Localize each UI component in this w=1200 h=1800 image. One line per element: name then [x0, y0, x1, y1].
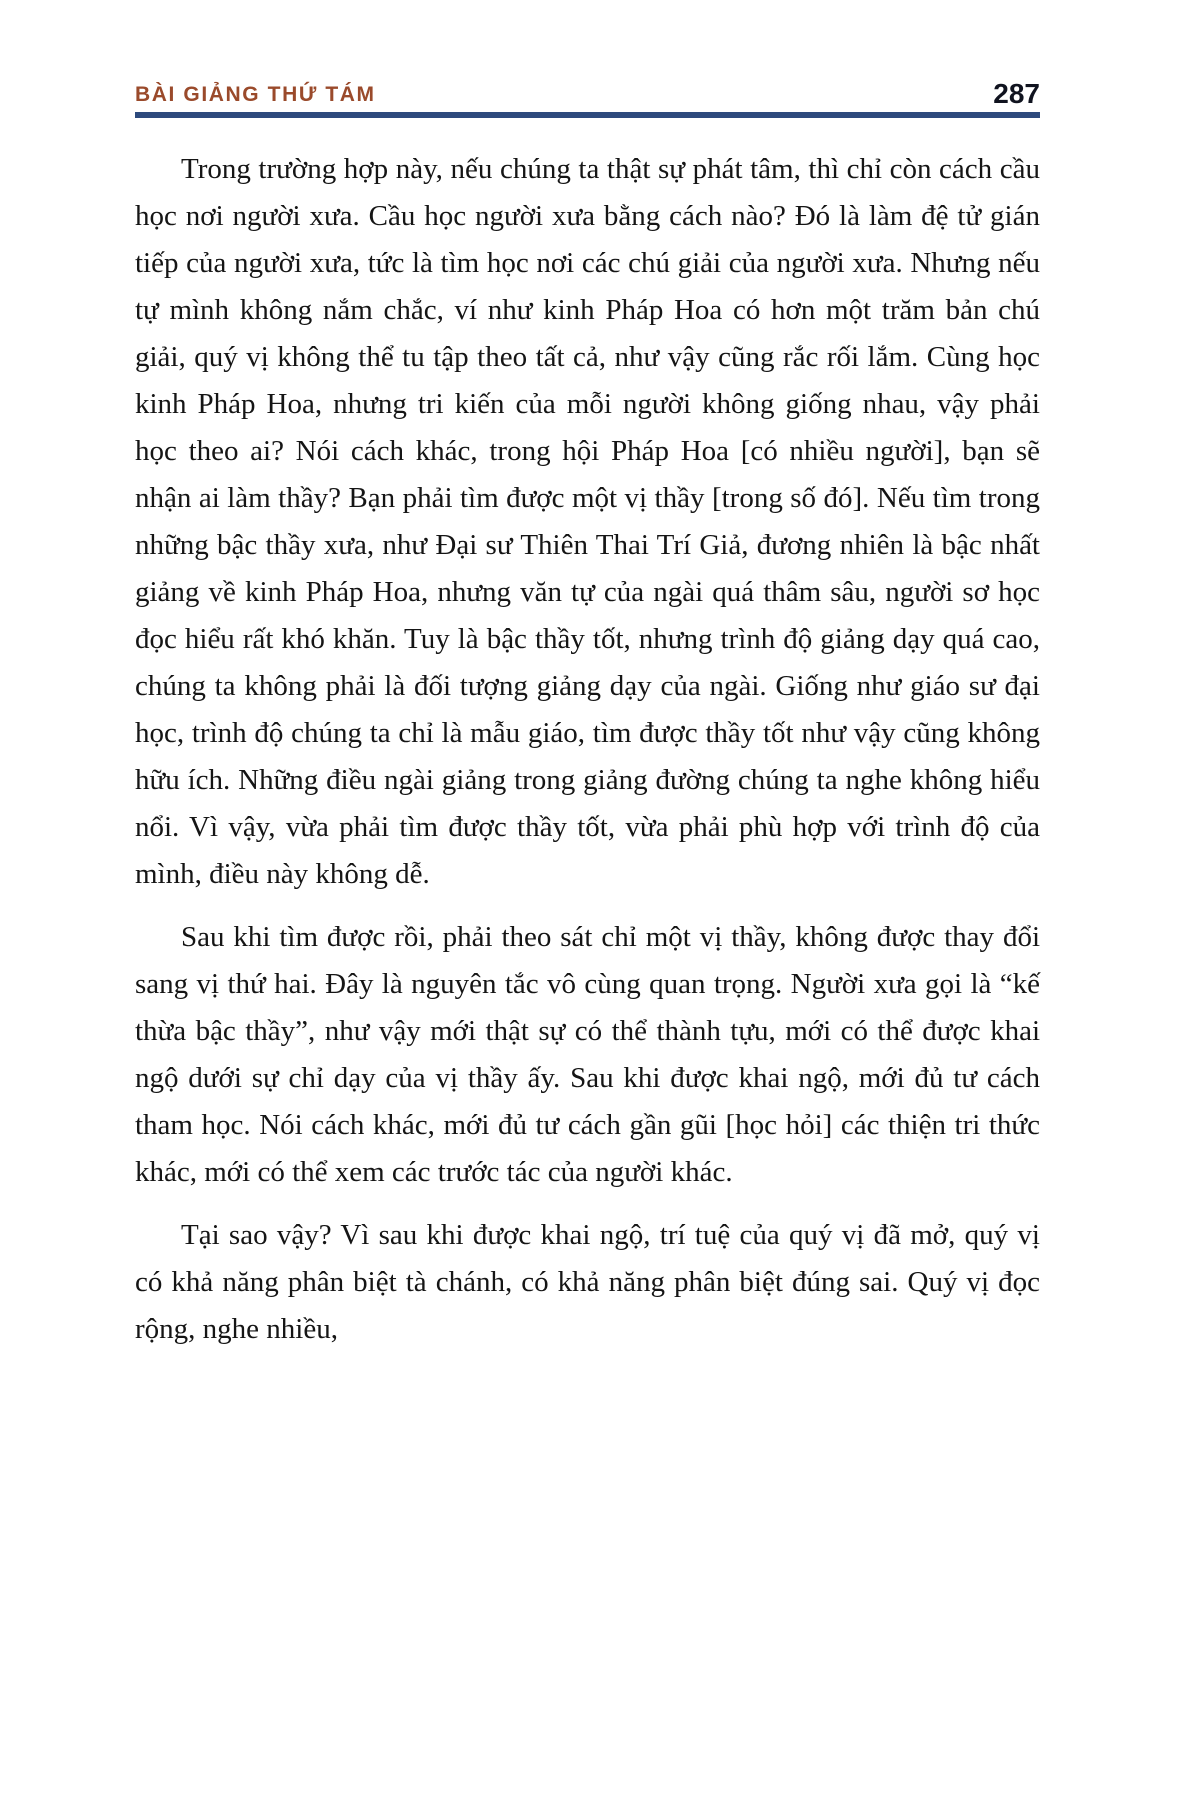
- header-rule: [135, 112, 1040, 118]
- paragraph-1: Trong trường hợp này, nếu chúng ta thật sự phát tâm, thì chỉ còn cách cầu học nơi người xưa. Cầu học người xưa bằng cách nào? Đó là làm đệ tử gián tiếp của người xưa, tức là tìm học nơi các chú giải của người xưa. Nhưng nếu tự mình không nắm chắc, ví như kinh Pháp Hoa có hơn một trăm bản chú giải, quý vị không thể tu tập theo tất cả, như vậy cũng rắc rối lắm. Cùng học kinh Pháp Hoa, nhưng tri kiến của mỗi người không giống nhau, vậy phải học theo ai? Nói cách khác, trong hội Pháp Hoa [có nhiều người], bạn sẽ nhận ai làm thầy? Bạn phải tìm được một vị thầy [trong số đó]. Nếu tìm trong những bậc thầy xưa, như Đại sư Thiên Thai Trí Giả, đương nhiên là bậc nhất giảng về kinh Pháp Hoa, nhưng văn tự của ngài quá thâm sâu, người sơ học đọc hiểu rất khó khăn. Tuy là bậc thầy tốt, nhưng trình độ giảng dạy quá cao, chúng ta không phải là đối tượng giảng dạy của ngài. Giống như giáo sư đại học, trình độ chúng ta chỉ là mẫu giáo, tìm được thầy tốt như vậy cũng không hữu ích. Những điều ngài giảng trong giảng đường chúng ta nghe không hiểu nổi. Vì vậy, vừa phải tìm được thầy tốt, vừa phải phù hợp với trình độ của mình, điều này không dễ.: [135, 153, 1040, 890]
- paragraph-2: Sau khi tìm được rồi, phải theo sát chỉ một vị thầy, không được thay đổi sang vị thứ hai. Đây là nguyên tắc vô cùng quan trọng. Người xưa gọi là “kế thừa bậc thầy”, như vậy mới thật sự có thể thành tựu, mới có thể được khai ngộ dưới sự chỉ dạy của vị thầy ấy. Sau khi được khai ngộ, mới đủ tư cách tham học. Nói cách khác, mới đủ tư cách gần gũi [học hỏi] các thiện tri thức khác, mới có thể xem các trước tác của người khác.: [135, 921, 1040, 1188]
- page-header: [135, 80, 1040, 118]
- running-title: BÀI GIẢNG THỨ TÁM: [135, 83, 376, 106]
- body-text: [135, 146, 1040, 1369]
- page-number: 287: [993, 78, 1040, 109]
- paragraph-3: Tại sao vậy? Vì sau khi được khai ngộ, trí tuệ của quý vị đã mở, quý vị có khả năng phân biệt tà chánh, có khả năng phân biệt đúng sai. Quý vị đọc rộng, nghe nhiều,: [135, 1219, 1040, 1345]
- page-header-row: [135, 80, 1040, 112]
